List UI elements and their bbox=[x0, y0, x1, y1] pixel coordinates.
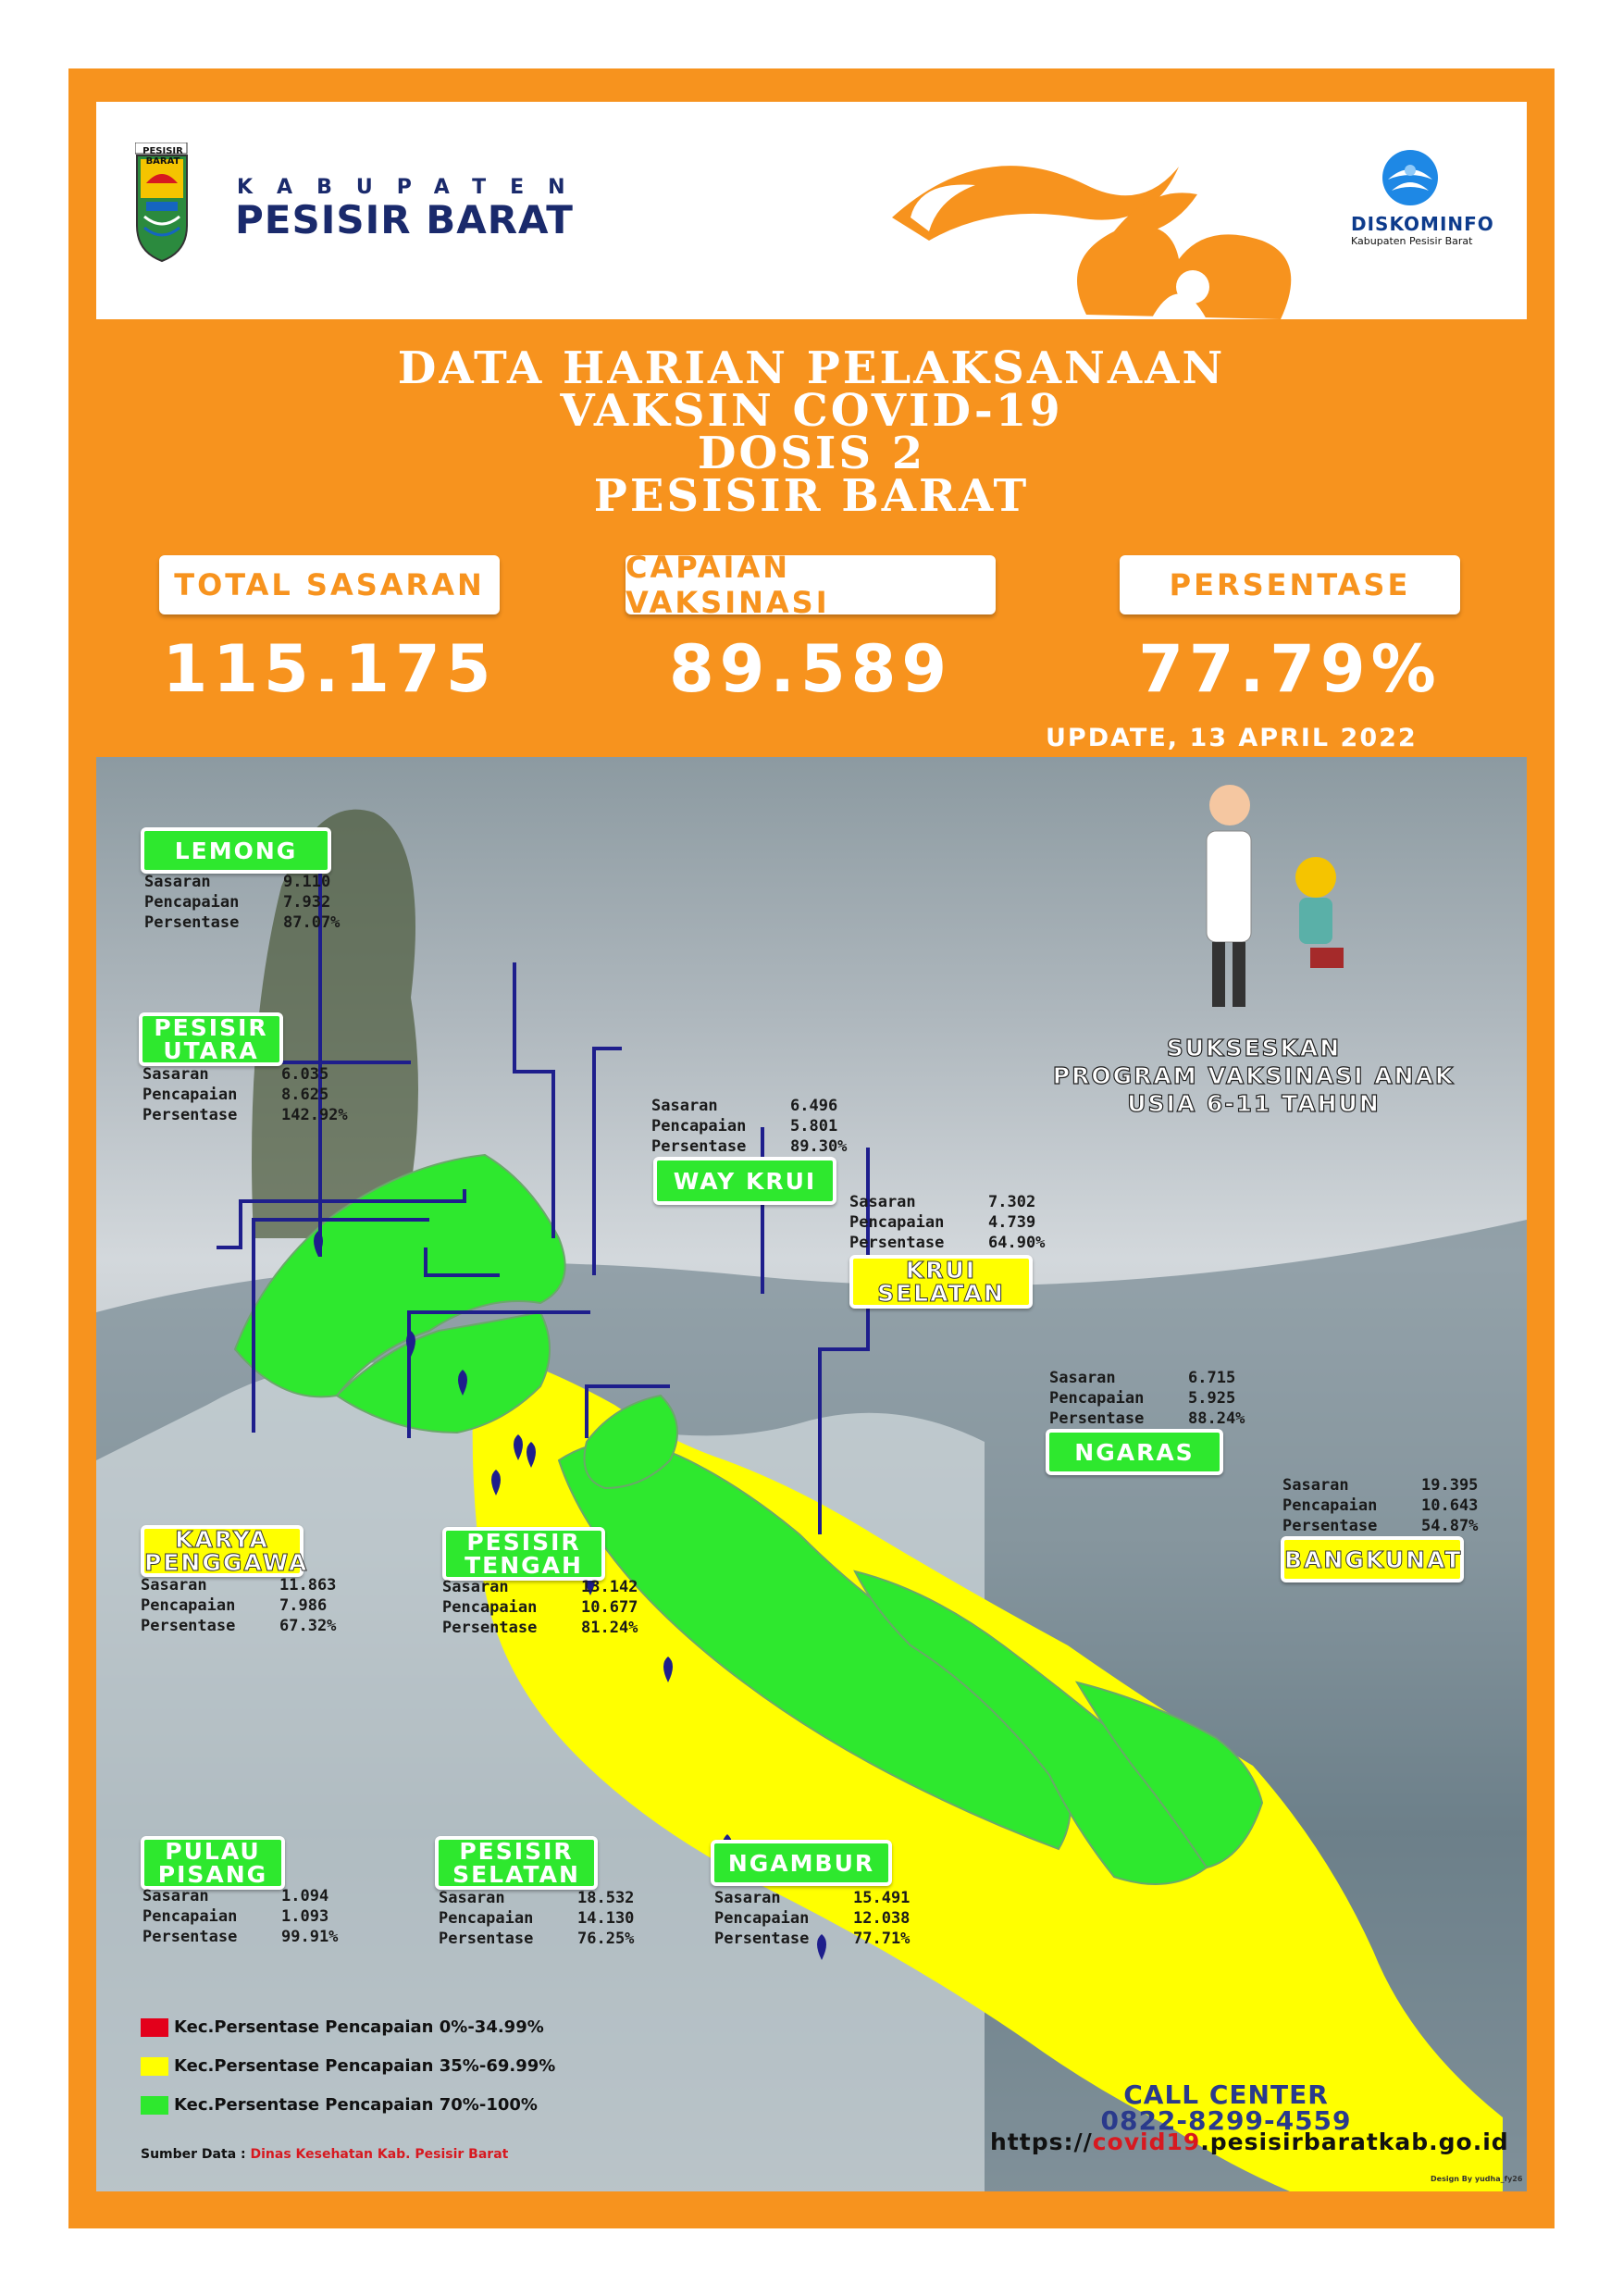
label-line-2: TENGAH bbox=[465, 1552, 583, 1579]
stat-key: Pencapaian bbox=[142, 1907, 238, 1926]
stat-key: Sasaran bbox=[142, 1065, 209, 1084]
agency-subtitle: Kabupaten Pesisir Barat bbox=[1351, 235, 1473, 247]
stat-key: Sasaran bbox=[849, 1193, 916, 1211]
stat-key: Sasaran bbox=[142, 1887, 209, 1905]
stat-key: Persentase bbox=[141, 1617, 236, 1635]
legend-swatch-green bbox=[141, 2096, 168, 2115]
label-bangkunat bbox=[1281, 1536, 1464, 1582]
stats-way-krui-data bbox=[651, 1096, 847, 1157]
title-line-4: PESISIR BARAT bbox=[593, 470, 1030, 522]
stat-value: 54.87% bbox=[1421, 1517, 1479, 1535]
stat-value: 9.110 bbox=[283, 873, 331, 891]
stat-value: 1.093 bbox=[281, 1907, 329, 1926]
label-lemong bbox=[141, 827, 331, 874]
stat-key: Pencapaian bbox=[439, 1909, 534, 1928]
label-line-2: SELATAN bbox=[452, 1861, 580, 1888]
stat-key: Sasaran bbox=[1049, 1369, 1116, 1387]
legend-green bbox=[141, 2095, 538, 2115]
data-source bbox=[141, 2147, 508, 2162]
call-center-number: 0822-8299-4559 bbox=[1100, 2105, 1352, 2136]
stats-pulau-pisang bbox=[142, 1886, 338, 1947]
stat-value: 10.643 bbox=[1421, 1496, 1479, 1515]
stats-pesisir-tengah bbox=[442, 1577, 638, 1638]
url-highlight: covid19 bbox=[1092, 2128, 1201, 2155]
stat-value: 5.925 bbox=[1188, 1389, 1236, 1408]
stat-key: Pencapaian bbox=[1282, 1496, 1378, 1515]
legend-swatch-yellow bbox=[141, 2057, 168, 2076]
stat-value: 89.30% bbox=[790, 1137, 848, 1156]
doctor-child-illustration bbox=[1207, 785, 1344, 1007]
label-line-1: KARYA bbox=[175, 1526, 269, 1553]
capaian-vaksinasi-value: 89.589 bbox=[668, 631, 953, 707]
promo-line-1: SUKSESKAN bbox=[1166, 1035, 1342, 1061]
emblem-caption: PESISIR BARAT bbox=[142, 146, 183, 167]
call-center bbox=[1064, 2079, 1388, 2136]
stat-key: Sasaran bbox=[141, 1576, 207, 1595]
label-pesisir-selatan bbox=[435, 1836, 598, 1890]
stat-key: Pencapaian bbox=[849, 1213, 945, 1232]
legend-label: Kec.Persentase Pencapaian 0%-34.99% bbox=[174, 2017, 544, 2037]
stat-value: 81.24% bbox=[581, 1619, 638, 1637]
stat-key: Sasaran bbox=[144, 873, 211, 891]
stats-ngaras bbox=[1049, 1368, 1245, 1429]
stats-pesisir-utara bbox=[142, 1064, 348, 1125]
kabupaten-label: KABUPATEN bbox=[237, 176, 589, 199]
stat-key: Persentase bbox=[442, 1619, 538, 1637]
label-way-krui bbox=[653, 1157, 836, 1205]
stat-value: 6.496 bbox=[790, 1097, 838, 1115]
stat-value: 11.863 bbox=[279, 1576, 337, 1595]
label-line-1: KRUI bbox=[905, 1257, 977, 1284]
title-line-3: DOSIS 2 bbox=[697, 428, 926, 479]
stat-key: Persentase bbox=[142, 1106, 238, 1124]
label-line-1: PESISIR bbox=[154, 1014, 268, 1041]
ornament-flower-icon bbox=[873, 130, 1308, 319]
promo-text bbox=[1036, 1035, 1471, 1118]
stat-value: 1.094 bbox=[281, 1887, 329, 1905]
stat-value: 14.130 bbox=[577, 1909, 635, 1928]
label-pulau-pisang bbox=[141, 1836, 285, 1890]
title-line-2: VAKSIN COVID-19 bbox=[560, 385, 1063, 437]
stat-value: 7.932 bbox=[283, 893, 331, 912]
stats-bangkunat bbox=[1282, 1475, 1478, 1536]
sumber-label: Sumber Data : bbox=[141, 2147, 246, 2162]
label-line-1: PESISIR bbox=[466, 1529, 581, 1556]
label-line-1: PULAU bbox=[165, 1838, 261, 1865]
stat-key: Persentase bbox=[439, 1930, 534, 1948]
label-pesisir-tengah bbox=[442, 1527, 605, 1581]
total-sasaran-value: 115.175 bbox=[162, 631, 497, 707]
promo-line-2: PROGRAM VAKSINASI ANAK bbox=[1052, 1062, 1456, 1089]
stat-value: 7.302 bbox=[988, 1193, 1036, 1211]
stat-value: 77.71% bbox=[853, 1930, 911, 1948]
persentase-value: 77.79% bbox=[1138, 631, 1442, 707]
label-ngaras bbox=[1046, 1429, 1223, 1475]
stat-key: Sasaran bbox=[714, 1889, 781, 1907]
stat-key: Sasaran bbox=[442, 1578, 509, 1596]
stat-value: 10.677 bbox=[581, 1598, 638, 1617]
stat-value: 88.24% bbox=[1188, 1409, 1245, 1428]
stat-key: Persentase bbox=[849, 1234, 945, 1252]
stat-key: Persentase bbox=[714, 1930, 810, 1948]
stats-pesisir-selatan bbox=[439, 1888, 634, 1949]
call-center-label: CALL CENTER bbox=[1123, 2079, 1329, 2110]
label-line-1: PESISIR bbox=[459, 1838, 574, 1865]
stats-karya-penggawa bbox=[141, 1575, 336, 1636]
label-pesisir-utara bbox=[139, 1012, 283, 1066]
design-credit: Design By yudha_fy26 bbox=[1431, 2175, 1523, 2183]
total-sasaran-label: TOTAL SASARAN bbox=[159, 555, 500, 614]
stat-key: Persentase bbox=[1049, 1409, 1145, 1428]
stat-value: 6.715 bbox=[1188, 1369, 1236, 1387]
website-link[interactable] bbox=[990, 2128, 1509, 2155]
stat-value: 5.801 bbox=[790, 1117, 838, 1136]
stat-value: 13.142 bbox=[581, 1578, 638, 1596]
stat-key: Pencapaian bbox=[714, 1909, 810, 1928]
sumber-value: Dinas Kesehatan Kab. Pesisir Barat bbox=[250, 2147, 509, 2162]
label-line-2: PENGGAWA bbox=[144, 1549, 309, 1576]
stat-key: Pencapaian bbox=[1049, 1389, 1145, 1408]
label-line-2: UTARA bbox=[163, 1037, 259, 1064]
legend-red bbox=[141, 2017, 544, 2037]
label-way-krui-text: WAY KRUI bbox=[673, 1167, 817, 1195]
stat-key: Pencapaian bbox=[144, 893, 240, 912]
stat-value: 87.07% bbox=[283, 913, 341, 932]
stat-key: Persentase bbox=[142, 1928, 238, 1946]
stat-key: Persentase bbox=[1282, 1517, 1378, 1535]
header-banner bbox=[96, 102, 1527, 319]
stat-value: 7.986 bbox=[279, 1596, 328, 1615]
stat-value: 99.91% bbox=[281, 1928, 339, 1946]
legend-yellow bbox=[141, 2056, 555, 2076]
diskominfo-logo-icon bbox=[1373, 143, 1447, 207]
stat-key: Pencapaian bbox=[442, 1598, 538, 1617]
capaian-vaksinasi-label: CAPAIAN VAKSINASI bbox=[626, 555, 996, 614]
legend-label: Kec.Persentase Pencapaian 35%-69.99% bbox=[174, 2056, 556, 2076]
label-karya-penggawa bbox=[141, 1525, 309, 1577]
stat-key: Pencapaian bbox=[142, 1086, 238, 1104]
label-lemong-text: LEMONG bbox=[174, 837, 298, 864]
stat-value: 67.32% bbox=[279, 1617, 337, 1635]
label-line-2: PISANG bbox=[157, 1861, 268, 1888]
url-prefix: https:// bbox=[990, 2128, 1093, 2155]
stat-key: Sasaran bbox=[651, 1097, 718, 1115]
agency-name: DISKOMINFO bbox=[1351, 213, 1494, 235]
label-bangkunat-text: BANGKUNAT bbox=[1284, 1545, 1463, 1573]
label-line-2: SELATAN bbox=[877, 1280, 1005, 1307]
stat-value: 12.038 bbox=[853, 1909, 911, 1928]
stat-value: 6.035 bbox=[281, 1065, 329, 1084]
district-map bbox=[96, 757, 1527, 2191]
stats-krui-selatan bbox=[849, 1192, 1045, 1253]
label-ngambur bbox=[711, 1840, 892, 1886]
stat-value: 4.739 bbox=[988, 1213, 1036, 1232]
stat-key: Sasaran bbox=[439, 1889, 505, 1907]
stat-value: 15.491 bbox=[853, 1889, 911, 1907]
stat-value: 142.92% bbox=[281, 1106, 348, 1124]
region-name: PESISIR BARAT bbox=[235, 197, 574, 242]
url-suffix: .pesisirbaratkab.go.id bbox=[1200, 2128, 1509, 2155]
map-panel bbox=[96, 757, 1527, 2191]
stat-key: Persentase bbox=[651, 1137, 747, 1156]
label-krui-selatan bbox=[849, 1255, 1033, 1309]
stat-key: Pencapaian bbox=[141, 1596, 236, 1615]
update-date: UPDATE, 13 APRIL 2022 bbox=[1046, 724, 1418, 752]
legend-label: Kec.Persentase Pencapaian 70%-100% bbox=[174, 2095, 538, 2115]
label-ngambur-text: NGAMBUR bbox=[727, 1849, 875, 1877]
stat-value: 19.395 bbox=[1421, 1476, 1479, 1495]
title-line-1: DATA HARIAN PELAKSANAAN bbox=[397, 342, 1226, 394]
stat-key: Sasaran bbox=[1282, 1476, 1349, 1495]
persentase-label: PERSENTASE bbox=[1120, 555, 1460, 614]
stat-key: Pencapaian bbox=[651, 1117, 747, 1136]
stat-value: 8.625 bbox=[281, 1086, 329, 1104]
stat-key: Persentase bbox=[144, 913, 240, 932]
legend-swatch-red bbox=[141, 2018, 168, 2037]
stat-value: 64.90% bbox=[988, 1234, 1046, 1252]
stat-value: 76.25% bbox=[577, 1930, 635, 1948]
label-ngaras-text: NGARAS bbox=[1074, 1438, 1195, 1466]
stat-value: 18.532 bbox=[577, 1889, 635, 1907]
stats-ngambur bbox=[714, 1888, 910, 1949]
promo-line-3: USIA 6-11 TAHUN bbox=[1127, 1090, 1381, 1117]
stats-lemong bbox=[144, 872, 340, 933]
